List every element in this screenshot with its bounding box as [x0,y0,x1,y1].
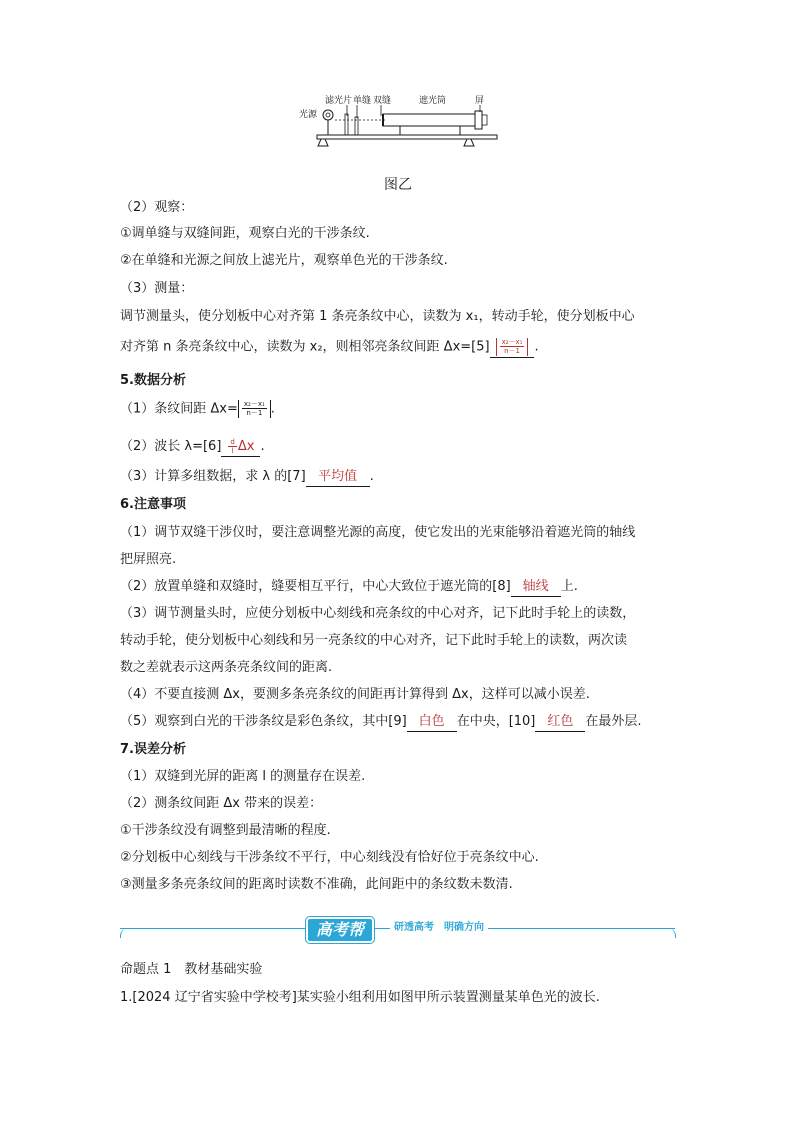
banner-logo: 高考帮 [306,917,374,943]
blank-8-answer: 轴线 [511,578,561,597]
note-3-line-3: 数之差就表示这两条亮条纹间的距离. [120,660,333,675]
blank-10-answer: 红色 [535,713,585,732]
base-rail [317,135,497,139]
label-hood: 遮光筒 [419,96,447,106]
analysis-item-3: （3）计算多组数据，求 λ 的[7] 平均值 . [120,468,374,487]
note-3-line-2: 转动手轮，使分划板中心刻线和另一亮条纹的中心对齐，记下此时手轮上的读数，两次读 [120,633,628,648]
note-1-line-2: 把屏照亮. [120,552,177,567]
section-5-title: 5.数据分析 [120,373,186,388]
error-item-2: （2）测条纹间距 Δx 带来的误差： [120,796,323,811]
topic-label: 命题点 1 教材基础实验 [120,962,263,977]
lamp-icon [323,110,333,120]
note-4: （4）不要直接测 Δx，要测多条亮条纹的间距再计算得到 Δx，这样可以减小误差. [120,687,590,702]
observe-heading: （2）观察： [120,200,194,215]
blank-5-answer: $\frac{\text{x₂－x₁}}{n-1}$ [490,338,535,358]
banner-right-curl [667,928,676,938]
note-3-line-1: （3）调节测量头时，应使分划板中心刻线和亮条纹的中心对齐，记下此时手轮上的读数， [120,606,636,621]
measure-line-1: 调节测量头，使分划板中心对齐第 1 条亮条纹中心，读数为 x₁，转动手轮，使分划板中心 [120,309,635,324]
banner-slogan: 研透高考 明确方向 [390,921,488,935]
hood-tube [383,114,475,126]
section-6-title: 6.注意事项 [120,497,186,512]
error-item-1: （1）双缝到光屏的距离 l 的测量存在误差. [120,769,366,784]
blank-6-answer: $\frac{d}{l}$ Δx [221,438,260,457]
label-filter: 滤光片 [325,96,353,106]
note-5: （5）观察到白光的干涉条纹是彩色条纹，其中[9] 白色 在中央，[10] 红色 在最外层. [120,713,642,732]
note-1-line-1: （1）调节双缝干涉仪时，要注意调整光源的高度，使它发出的光束能够沿着遮光筒的轴线 [120,525,636,540]
label-double-slit: 双缝 [373,96,392,106]
blank-9-answer: 白色 [407,713,457,732]
measure-heading: （3）测量： [120,281,194,296]
measure-line-2: 对齐第 n 条亮条纹中心，读数为 x₂，则相邻亮条纹间距 Δx=[5] $\frac{\text{x₂－x₁}}{n-1}$ . [120,338,539,358]
analysis-item-2: （2）波长 λ=[6] $\frac{d}{l}$ Δx . [120,438,265,455]
error-item-4: ②分划板中心刻线与干涉条纹不平行，中心刻线没有恰好位于亮条纹中心. [120,850,539,865]
banner-left-curl [120,928,129,938]
apparatus-figure [295,90,505,160]
observe-step-2: ②在单缝和光源之间放上滤光片，观察单色光的干涉条纹. [120,253,448,268]
blank-7-answer: 平均值 [306,468,370,487]
analysis-item-1: （1）条纹间距 Δx= $\frac{\text{x₂－x₁}}{n-1}$ . [120,400,275,417]
error-item-5: ③测量多条亮条纹间的距离时读数不准确，此间距中的条纹数未数清. [120,877,513,892]
gaokaobang-banner [120,914,675,942]
figure-caption: 图乙 [384,177,412,193]
section-7-title: 7.误差分析 [120,742,186,757]
question-1: 1.[2024 辽宁省实验中学校考]某实验小组利用如图甲所示装置测量某单色光的波长. [120,990,600,1005]
label-light-source: 光源 [299,110,318,120]
note-2: （2）放置单缝和双缝时，缝要相互平行，中心大致位于遮光筒的[8] 轴线 上. [120,578,578,597]
label-single-slit: 单缝 [353,96,372,106]
observe-step-1: ①调单缝与双缝间距，观察白光的干涉条纹. [120,226,370,241]
label-screen: 屏 [475,96,485,106]
error-item-3: ①干涉条纹没有调整到最清晰的程度. [120,823,331,838]
